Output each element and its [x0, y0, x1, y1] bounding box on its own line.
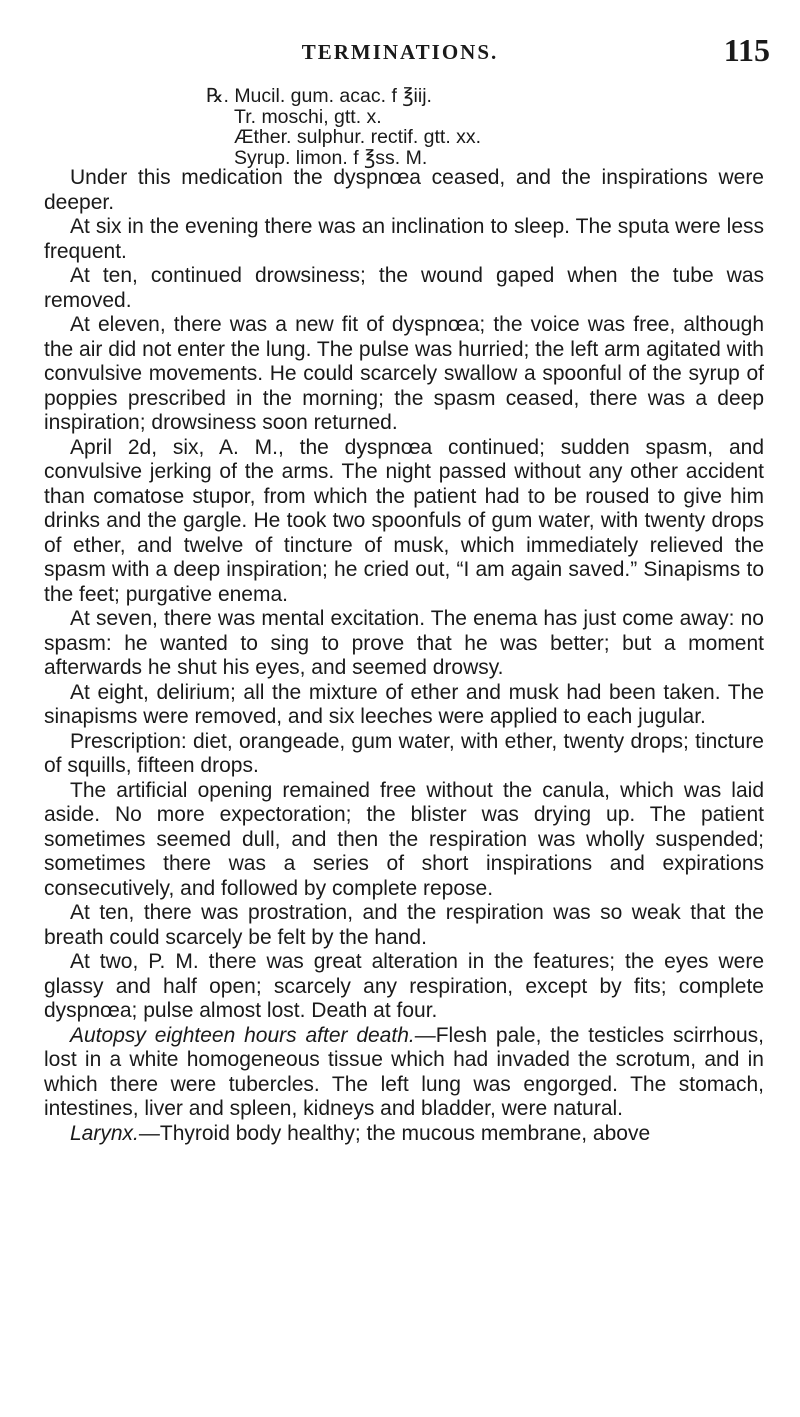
paragraph: April 2d, six, A. M., the dyspnœa continued; sudden spasm, and convulsive jerking of the arms. The night passed without any other accident than comatose stupor, from which the patient had to be roused to give him drinks and the gargle. He took two spoonfuls of gum water, with twenty drops of ether, and twelve of tincture of musk, which immediately relieved the spasm with a deep inspiration; he cried out, “I am again saved.” Sinapisms to the feet; purgative enema.	[44, 435, 764, 606]
running-head	[0, 32, 800, 68]
autopsy-paragraph	[44, 1024, 764, 1122]
paragraph: Prescription: diet, orangeade, gum water, with ether, twenty drops; tincture of squills, fifteen drops.	[44, 729, 764, 777]
prescription-line: Æther. sulphur. rectif. gtt. xx.	[234, 126, 482, 148]
paragraph: At eleven, there was a new fit of dyspnœa; the voice was free, although the air did not enter the lung. The pulse was hurried; the left arm agitated with convulsive movements. He could scarcely swallow a spoonful of the syrup of poppies prescribed in the morning; the spasm ceased, there was a deep inspiration; drowsiness soon returned.	[44, 313, 764, 434]
larynx-text: —Thyroid body healthy; the mucous membrane, above	[138, 1121, 651, 1145]
larynx-heading: Larynx.	[70, 1121, 139, 1145]
prescription-block	[206, 86, 481, 168]
paragraph: At eight, delirium; all the mixture of ether and musk had been taken. The sinapisms were removed, and six leeches were applied to each jugular.	[44, 680, 764, 728]
prescription-line: Syrup. limon. f ℥ss. M.	[234, 146, 428, 169]
paragraph: At ten, there was prostration, and the respiration was so weak that the breath could scarcely be felt by the hand.	[44, 901, 764, 949]
paragraph: At ten, continued drowsiness; the wound gaped when the tube was removed.	[44, 264, 764, 312]
paragraph: At seven, there was mental excitation. The enema has just come away: no spasm: he wanted to sing to prove that he was better; but a moment afterwards he shut his eyes, and seemed drowsy.	[44, 607, 764, 679]
paragraph: At two, P. M. there was great alteration in the features; the eyes were glassy and half open; scarcely any respiration, except by fits; complete dyspnœa; pulse almost lost. Death at four.	[44, 950, 764, 1022]
paragraph: Under this medication the dyspnœa ceased, and the inspirations were deeper.	[44, 166, 764, 214]
paragraph: The artificial opening remained free without the canula, which was laid aside. No more expectoration; the blister was drying up. The patient sometimes seemed dull, and then the respiration was wholly suspended; sometimes there was a series of short inspirations and expirations consecutively, and followed by complete repose.	[44, 778, 764, 900]
prescription-line: Tr. moschi, gtt. x.	[234, 105, 382, 128]
autopsy-heading: Autopsy eighteen hours after death.	[70, 1023, 415, 1047]
page-number: 115	[723, 32, 770, 68]
larynx-paragraph	[44, 1122, 764, 1147]
paragraph: At six in the evening there was an inclination to sleep. The sputa were less frequent.	[44, 215, 764, 263]
body-text	[44, 166, 764, 1146]
autopsy-text: —Flesh pale, the testicles scirrhous, lost in a white homogeneous tissue which had invaded the scrotum, and in which there were tubercles. The left lung was engorged. The stomach, intestines, liver and spleen, kidneys and bladder, were natural.	[44, 1023, 764, 1120]
running-title: TERMINATIONS.	[301, 40, 499, 64]
prescription-line: ℞. Mucil. gum. acac. f ℥iij.	[206, 85, 432, 107]
